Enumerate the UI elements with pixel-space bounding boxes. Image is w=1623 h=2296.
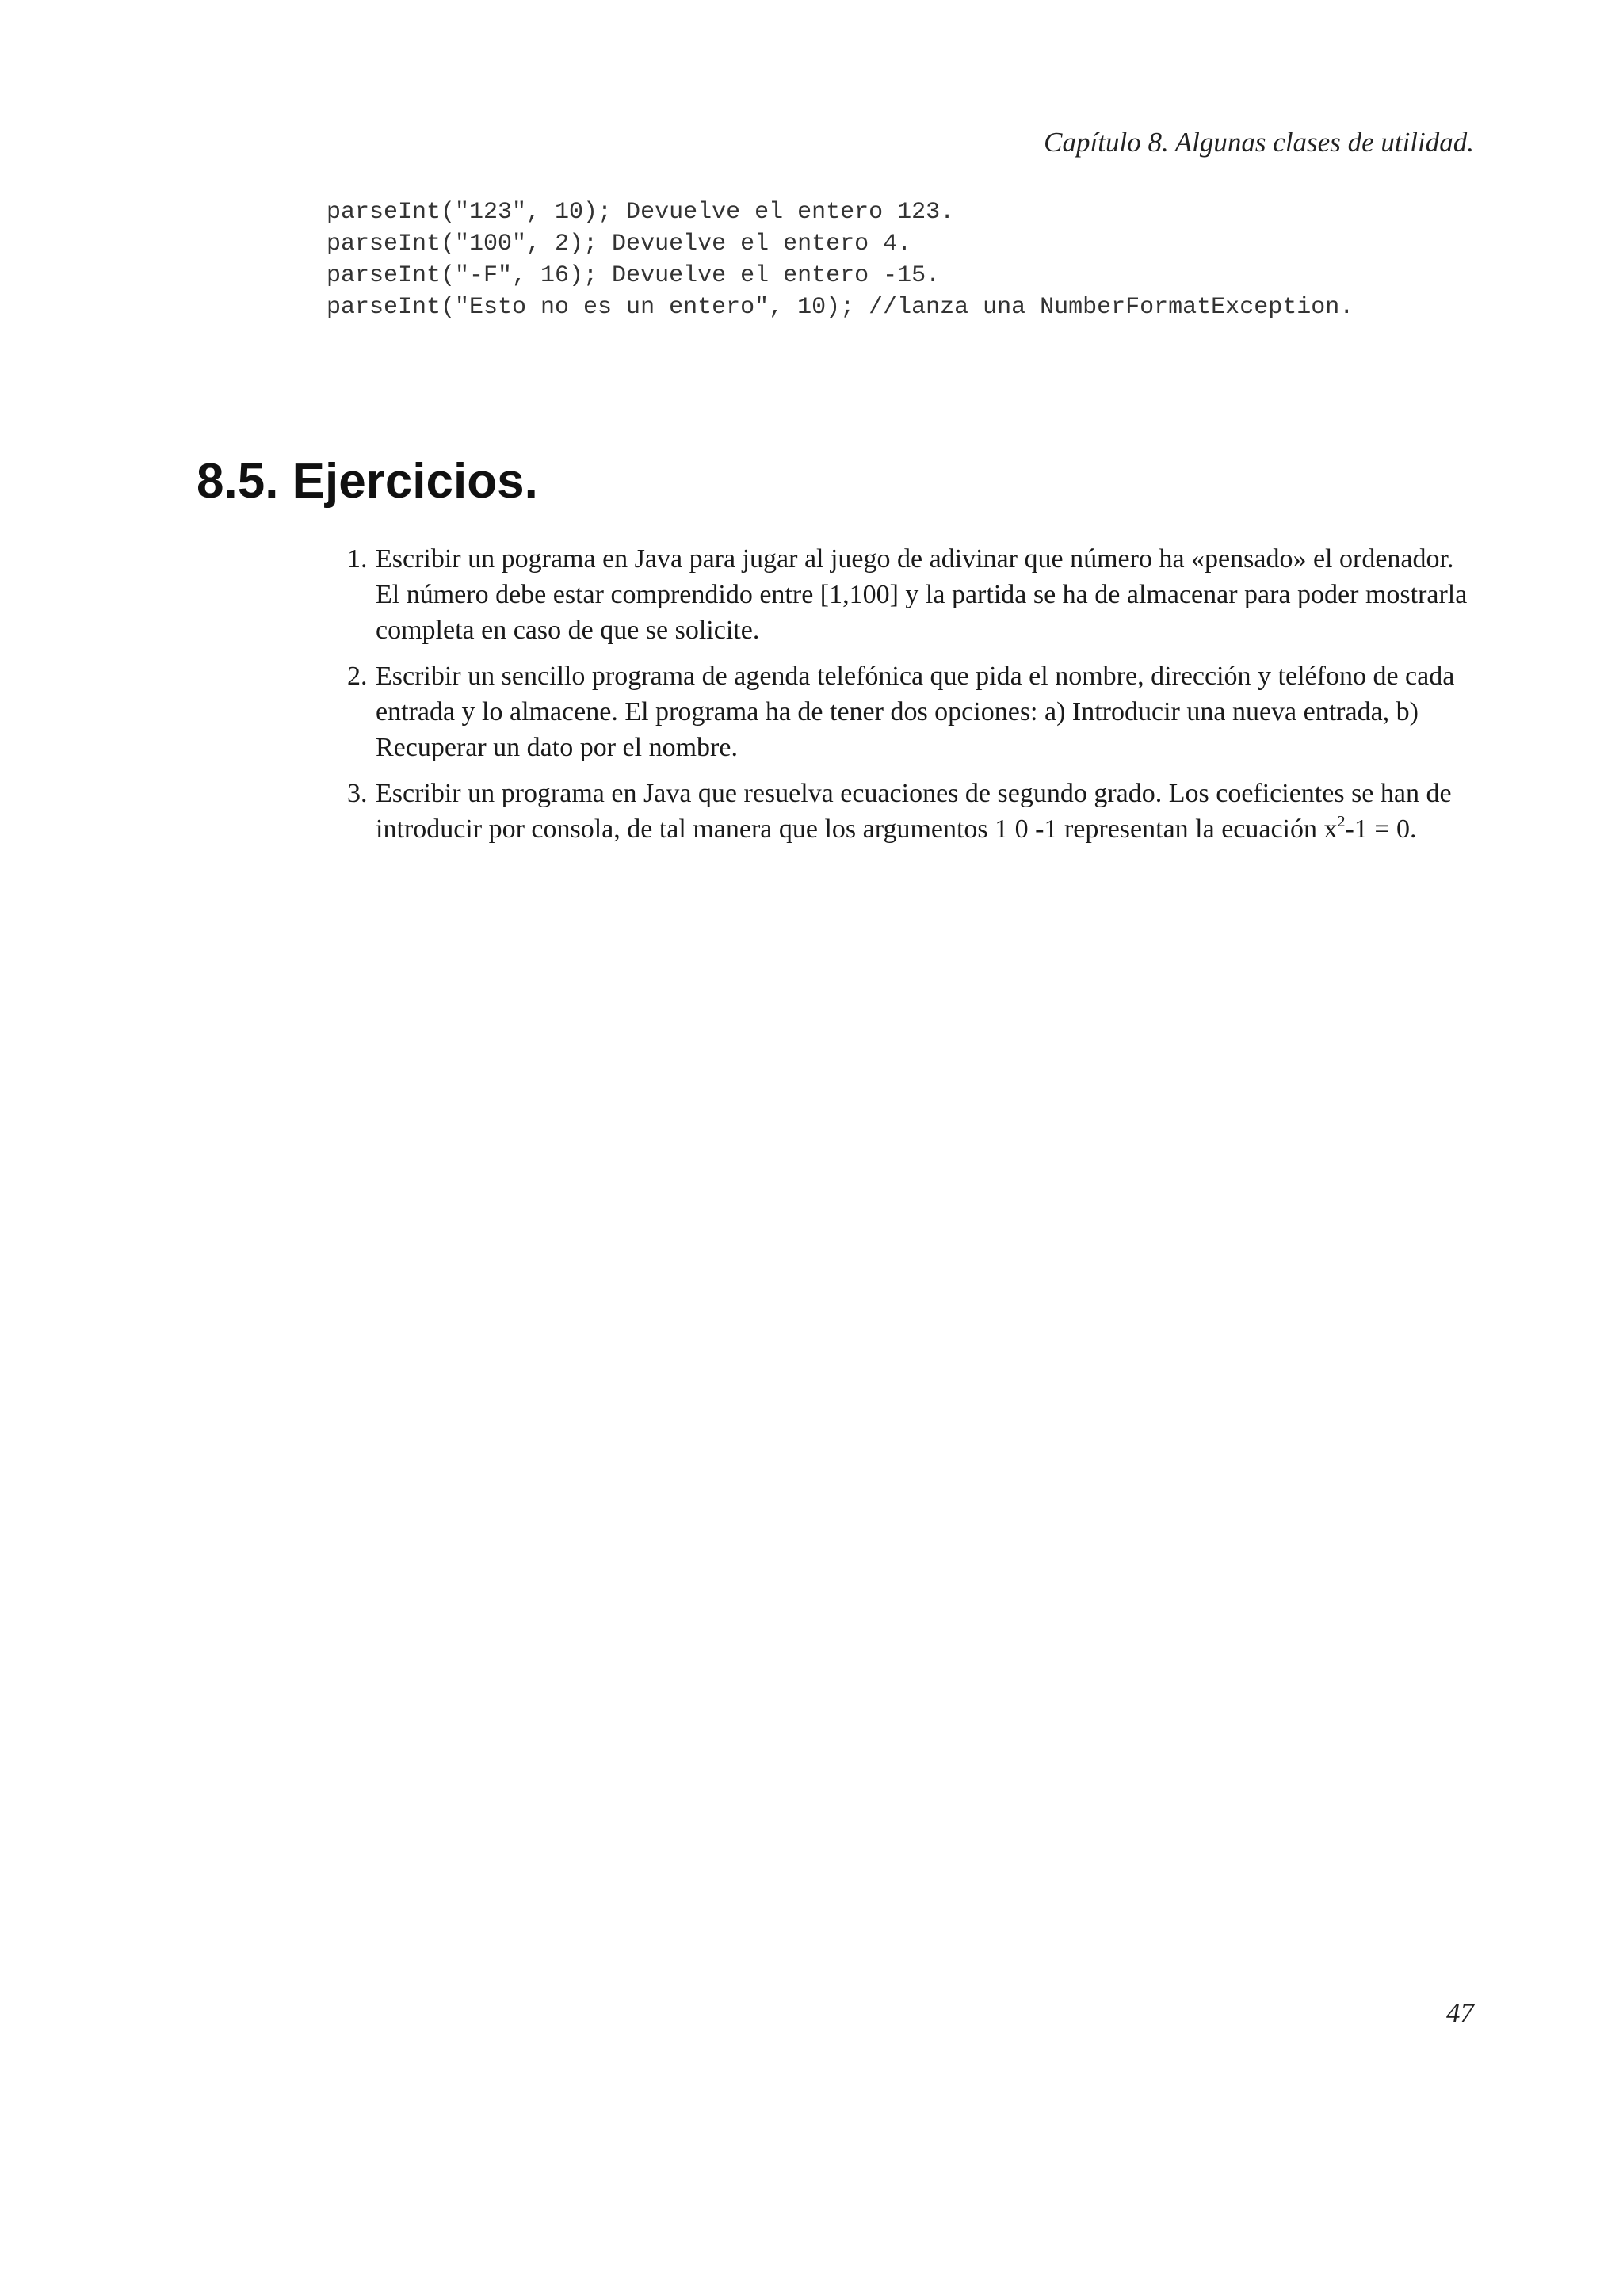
code-example-block [327, 196, 1354, 323]
exercise-item-3 [347, 776, 1477, 847]
exercise-text: Escribir un programa en Java que resuelva ecuaciones de segundo grado. Los coeficientes se han de introducir por consola, de tal manera que los argumentos 1 0 -1 representan la ecuación x [376, 779, 1452, 844]
code-line: parseInt("-F", 16); Devuelve el entero -15. [327, 262, 941, 289]
section-heading: 8.5. Ejercicios. [197, 454, 538, 509]
exercise-text-end: -1 = 0. [1345, 814, 1417, 844]
running-header: Capítulo 8. Algunas clases de utilidad. [1044, 127, 1474, 158]
exercise-number: 2. [347, 662, 368, 691]
code-line: parseInt("123", 10); Devuelve el entero 123. [327, 199, 955, 226]
code-line: parseInt("Esto no es un entero", 10); //lanza una NumberFormatException. [327, 294, 1354, 321]
exercise-item-2 [347, 658, 1477, 765]
code-line: parseInt("100", 2); Devuelve el entero 4. [327, 231, 912, 257]
page-number: 47 [1446, 1997, 1474, 2028]
exercise-number: 1. [347, 544, 368, 574]
superscript-exponent: 2 [1337, 813, 1346, 830]
exercise-list [347, 541, 1477, 857]
exercise-text: Escribir un pograma en Java para jugar al juego de adivinar que número ha «pensado» el ordenador. El número debe estar comprendido entre [1,100] y la partida se ha de almacenar para poder mostrarla completa en caso de que se solicite. [376, 544, 1468, 645]
exercise-number: 3. [347, 779, 368, 808]
exercise-text: Escribir un sencillo programa de agenda telefónica que pida el nombre, dirección y teléfono de cada entrada y lo almacene. El programa ha de tener dos opciones: a) Introducir una nueva entrada, b) Recuperar un dato por el nombre. [376, 662, 1455, 762]
exercise-item-1 [347, 541, 1477, 648]
